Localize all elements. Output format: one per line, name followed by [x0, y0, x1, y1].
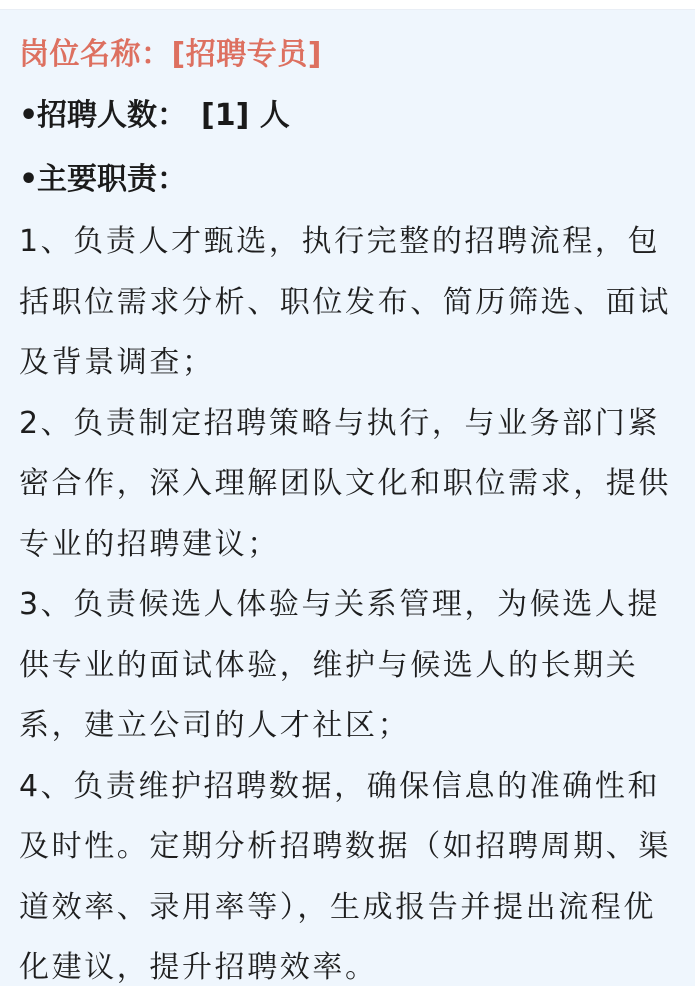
bullet-icon: •: [19, 98, 39, 133]
responsibility-item: 4、负责维护招聘数据，确保信息的准确性和及时性。定期分析招聘数据（如招聘周期、渠道效率、录用率等），生成报告并提出流程优化建议，提升招聘效率。: [19, 768, 671, 985]
responsibility-item: 2、负责制定招聘策略与执行，与业务部门紧密合作，深入理解团队文化和职位需求，提供专业的招聘建议；: [19, 405, 671, 562]
job-description-card: [0, 10, 695, 986]
job-title: 岗位名称：[招聘专员]: [19, 37, 322, 72]
top-divider: [0, 0, 695, 10]
bullet-icon: •: [19, 162, 39, 197]
responsibility-item: 3、负责候选人体验与关系管理，为候选人提供专业的面试体验，维护与候选人的长期关系，建立公司的人才社区；: [19, 587, 661, 743]
responsibilities-label: 主要职责：: [37, 162, 187, 197]
responsibilities-heading: [19, 148, 695, 212]
headcount-value: [1] 人: [201, 98, 290, 133]
headcount-field: [19, 84, 695, 148]
headcount-label: 招聘人数：: [37, 98, 187, 133]
responsibilities-list: [19, 212, 695, 986]
responsibility-item: 1、负责人才甄选，执行完整的招聘流程，包括职位需求分析、职位发布、简历筛选、面试及背景调查；: [19, 224, 671, 380]
